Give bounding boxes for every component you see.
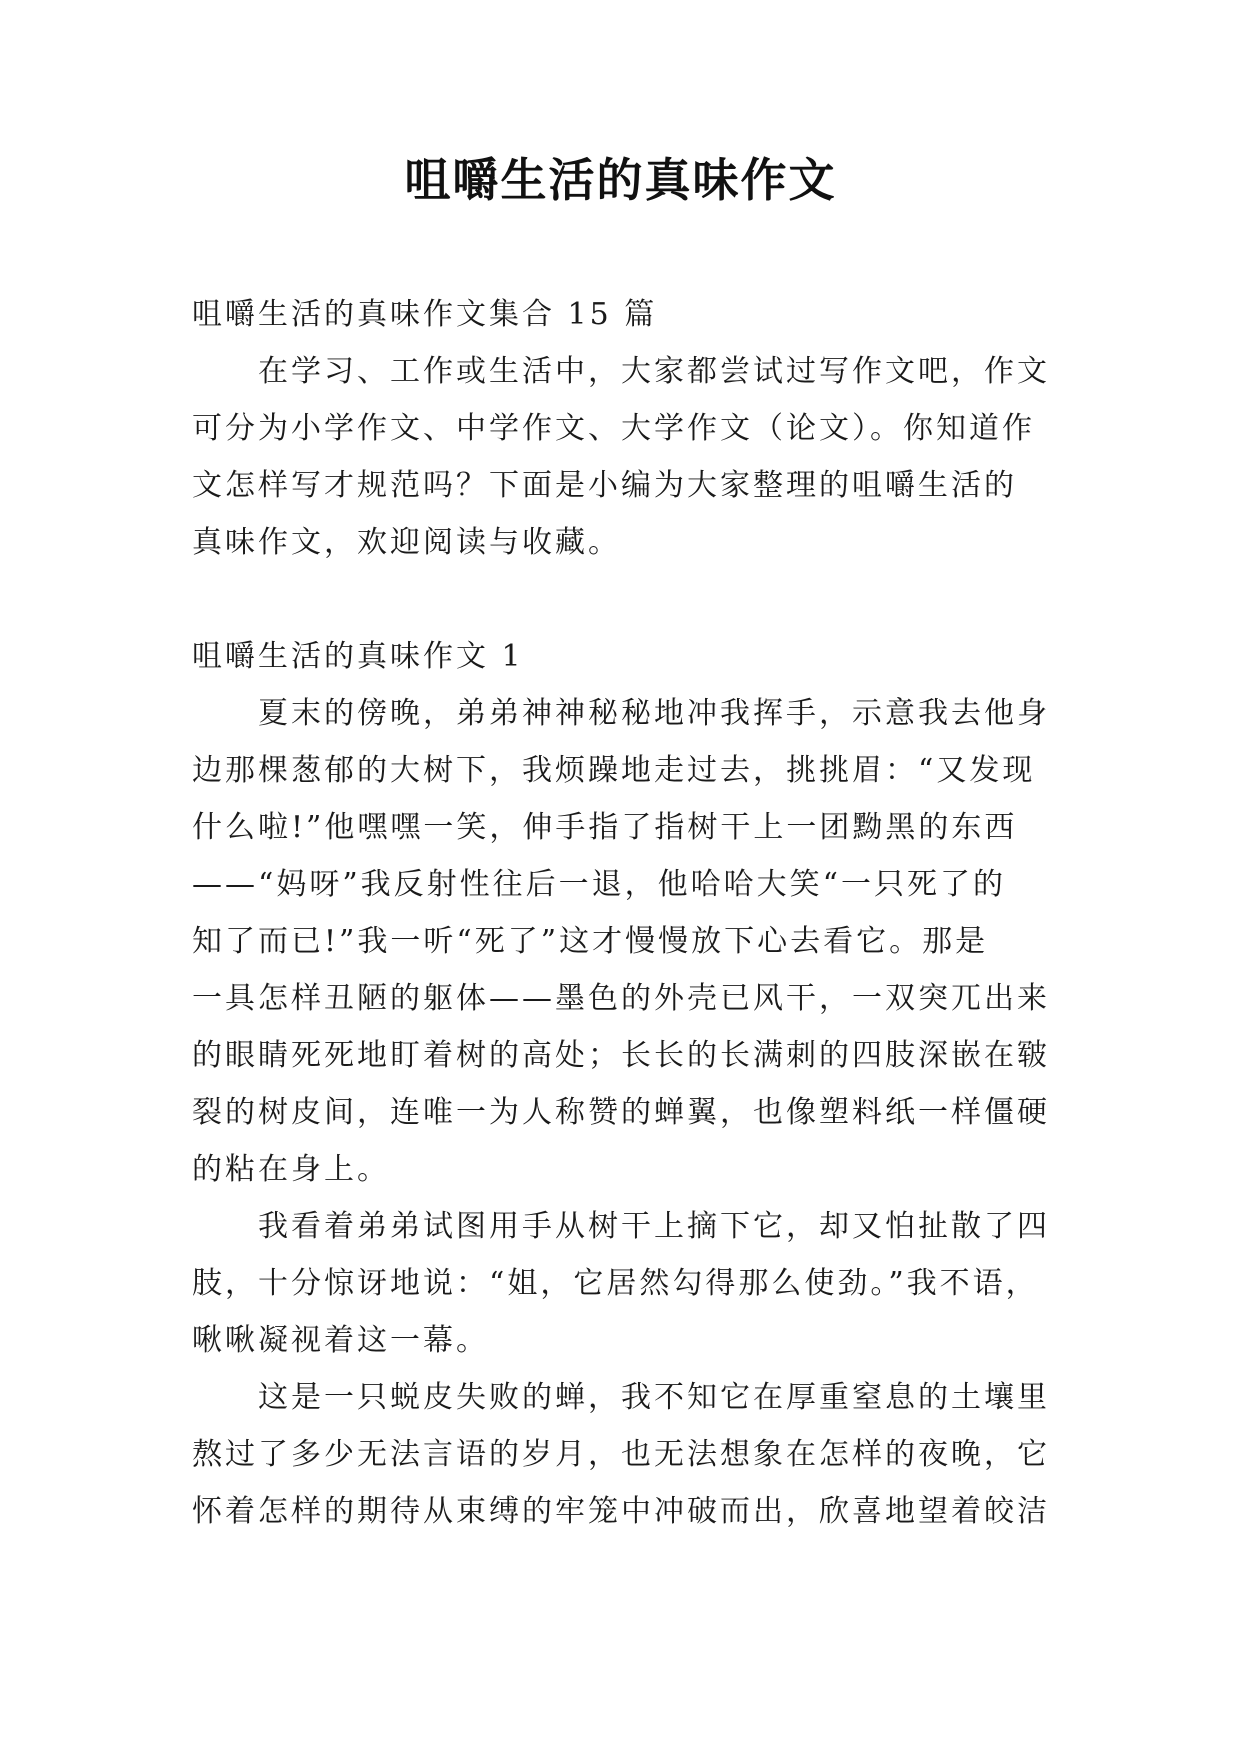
intro-line: 可分为小学作文、中学作文、大学作文（论文）。你知道作 [192,411,1035,446]
intro-line: 真味作文，欢迎阅读与收藏。 [192,525,621,560]
paragraph-line: 边那棵葱郁的大树下，我烦躁地走过去，挑挑眉：“又发现 [192,753,1036,788]
paragraph-line: 我看着弟弟试图用手从树干上摘下它，却又怕扯散了四 [258,1209,1050,1244]
document-body [192,286,1052,1540]
paragraph-line: 的眼睛死死地盯着树的高处；长长的长满刺的四肢深嵌在皲 [192,1038,1050,1073]
paragraph-line: 知了而已!”我一听“死了”这才慢慢放下心去看它。那是 [192,924,989,959]
blank-line [192,571,1052,628]
paragraph-line: 肢，十分惊讶地说：“姐，它居然勾得那么使劲。”我不语， [192,1266,1039,1301]
paragraph-line: 裂的树皮间，连唯一为人称赞的蝉翼，也像塑料纸一样僵硬 [192,1095,1050,1130]
paragraph-line: 夏末的傍晚，弟弟神神秘秘地冲我挥手，示意我去他身 [258,696,1050,731]
intro-line: 文怎样写才规范吗？下面是小编为大家整理的咀嚼生活的 [192,468,1017,503]
collection-heading: 咀嚼生活的真味作文集合 15 篇 [192,297,658,332]
paragraph-line: 熬过了多少无法言语的岁月，也无法想象在怎样的夜晚，它 [192,1437,1050,1472]
paragraph-line: 什么啦!”他嘿嘿一笑，伸手指了指树干上一团黝黑的东西 [192,810,1018,845]
paragraph-line: 啾啾凝视着这一幕。 [192,1323,489,1358]
document-title: 咀嚼生活的真味作文 [404,153,837,207]
paragraph-line: ——“妈呀”我反射性往后一退，他哈哈大笑“一只死了的 [192,867,1007,902]
paragraph-line: 这是一只蜕皮失败的蝉，我不知它在厚重窒息的土壤里 [258,1380,1050,1415]
paragraph-line: 怀着怎样的期待从束缚的牢笼中冲破而出，欣喜地望着皎洁 [192,1494,1050,1529]
paragraph-line: 的粘在身上。 [192,1152,390,1187]
paragraph-line: 一具怎样丑陋的躯体——墨色的外壳已风干，一双突兀出来 [192,981,1050,1016]
intro-line: 在学习、工作或生活中，大家都尝试过写作文吧，作文 [258,354,1050,389]
essay-heading: 咀嚼生活的真味作文 1 [192,639,524,674]
